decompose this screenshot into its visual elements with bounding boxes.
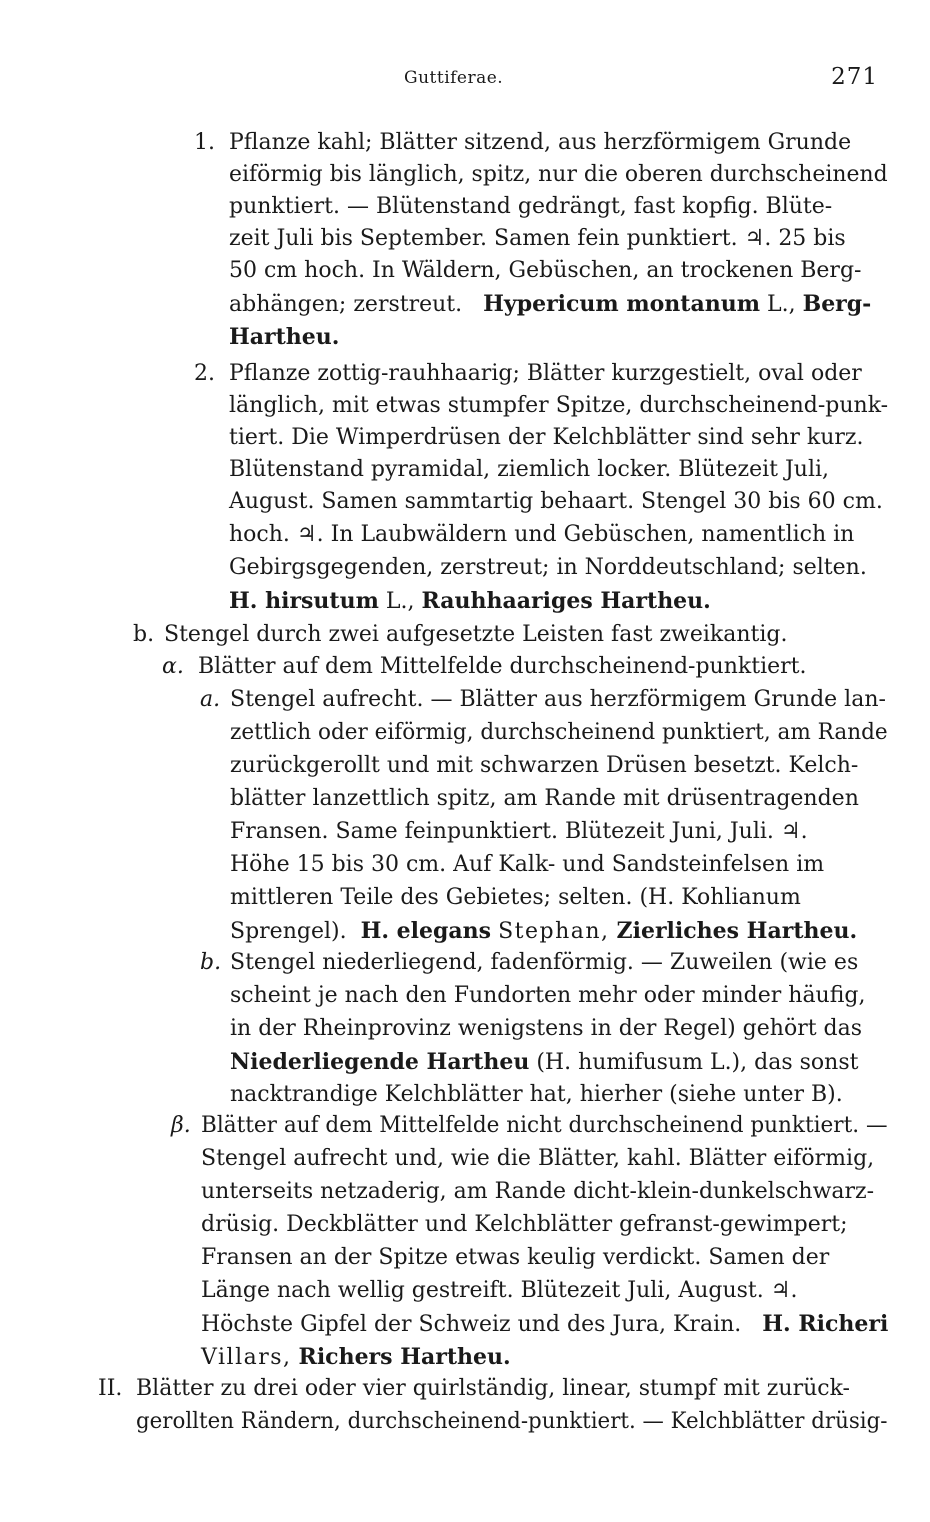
item-label: 1. [194,130,215,155]
text-line: Stengel niederliegend, fadenförmig. — Zuweilen (wie es [230,950,859,975]
species-line [201,1342,511,1372]
text-line: Blütenstand pyramidal, ziemlich locker. Blütezeit Juli, [229,457,830,482]
text-fragment: (H. humifusum L.), das sonst [536,1050,859,1075]
species-author: L., [766,292,796,317]
running-head: Guttiferae. [404,68,504,88]
text-line: Fransen an der Spitze etwas keulig verdickt. Samen der [201,1245,830,1270]
species-author: Villars, [201,1345,292,1370]
text-line: Fransen. Same feinpunktiert. Blütezeit Juni, Juli. ♃. [230,819,808,844]
text-line: Höhe 15 bis 30 cm. Auf Kalk- und Sandsteinfelsen im [230,852,825,877]
text-line: August. Samen sammtartig behaart. Stengel 30 bis 60 cm. [229,489,883,514]
page-header [0,64,930,98]
text-line: Blätter auf dem Mittelfelde nicht durchscheinend punktiert. — [201,1113,888,1138]
common-name: Zierliches Hartheu. [616,918,858,944]
subsection-label: a. [200,687,221,712]
common-name: Richers Hartheu. [298,1344,511,1370]
text-line: scheint je nach den Fundorten mehr oder minder häufig, [230,983,866,1008]
species-line [230,916,857,946]
text-fragment: Sprengel). [230,919,347,944]
text-line: Blätter auf dem Mittelfelde durchscheinend-punktiert. [198,654,807,679]
text-line: zettlich oder eiförmig, durchscheinend punktiert, am Rande [230,720,888,745]
text-line: Pflanze kahl; Blätter sitzend, aus herzförmigem Grunde [229,130,852,155]
species-author: Stephan, [498,919,610,944]
text-line: Stengel aufrecht. — Blätter aus herzförmigem Grunde lan- [230,687,886,712]
subsection-label: b. [200,950,222,975]
text-line: nacktrandige Kelchblätter hat, hierher (siehe unter B). [230,1082,843,1107]
text-line: länglich, mit etwas stumpfer Spitze, durchscheinend-punk- [229,393,889,418]
common-name: Niederliegende Hartheu [230,1049,530,1075]
species-name: H. elegans [360,918,492,944]
text-line: in der Rheinprovinz wenigstens in der Regel) gehört das [230,1016,863,1041]
text-line: blätter lanzettlich spitz, am Rande mit drüsentragenden [230,786,859,811]
text-line: zeit Juli bis September. Samen fein punktiert. ♃. 25 bis [229,226,846,251]
text-line: Stengel aufrecht und, wie die Blätter, kahl. Blätter eiförmig, [201,1146,875,1171]
section-label: b. [133,622,155,647]
species-name: Hypericum montanum [483,291,760,317]
text-line: Blätter zu drei oder vier quirlständig, linear, stumpf mit zurück- [136,1376,850,1401]
subsection-label: α. [162,654,184,679]
text-line: mittleren Teile des Gebietes; selten. (H. Kohlianum [230,885,801,910]
subsection-label: β. [171,1113,191,1138]
text-fragment: Höchste Gipfel der Schweiz und des Jura, Krain. [201,1312,742,1337]
species-line [201,1309,888,1339]
text-line: eiförmig bis länglich, spitz, nur die oberen durchscheinend [229,162,888,187]
common-name: Berg- [802,291,872,317]
species-author: L., [385,589,415,614]
page-number: 271 [831,64,878,90]
text-line: punktiert. — Blütenstand gedrängt, fast kopfig. Blüte- [229,194,833,219]
text-line: Länge nach wellig gestreift. Blütezeit Juli, August. ♃. [201,1278,798,1303]
species-line [230,1047,858,1077]
text-line: drüsig. Deckblätter und Kelchblätter gefranst-gewimpert; [201,1212,848,1237]
common-name: Rauhhaariges Hartheu. [421,588,711,614]
text-line: 50 cm hoch. In Wäldern, Gebüschen, an trockenen Berg- [229,258,862,283]
text-line: zurückgerollt und mit schwarzen Drüsen besetzt. Kelch- [230,753,859,778]
text-line: gerollten Rändern, durchscheinend-punktiert. — Kelchblätter drüsig- [136,1409,888,1434]
text-line: hoch. ♃. In Laubwäldern und Gebüschen, namentlich in [229,522,855,547]
species-name: H. hirsutum [229,588,379,614]
species-line [229,586,711,616]
text-line: Gebirgsgegenden, zerstreut; in Norddeutschland; selten. [229,555,867,580]
species-name: H. Richeri [762,1311,889,1337]
text-line: unterseits netzaderig, am Rande dicht-klein-dunkelschwarz- [201,1179,875,1204]
text-line: tiert. Die Wimperdrüsen der Kelchblätter sind sehr kurz. [229,425,864,450]
text-line: Pflanze zottig-rauhhaarig; Blätter kurzgestielt, oval oder [229,361,862,386]
species-line [229,289,871,319]
text-fragment: abhängen; zerstreut. [229,292,463,317]
section-label: II. [98,1376,123,1401]
common-name-continued: Hartheu. [229,324,340,350]
text-line: Stengel durch zwei aufgesetzte Leisten fast zweikantig. [164,622,788,647]
item-label: 2. [194,361,215,386]
